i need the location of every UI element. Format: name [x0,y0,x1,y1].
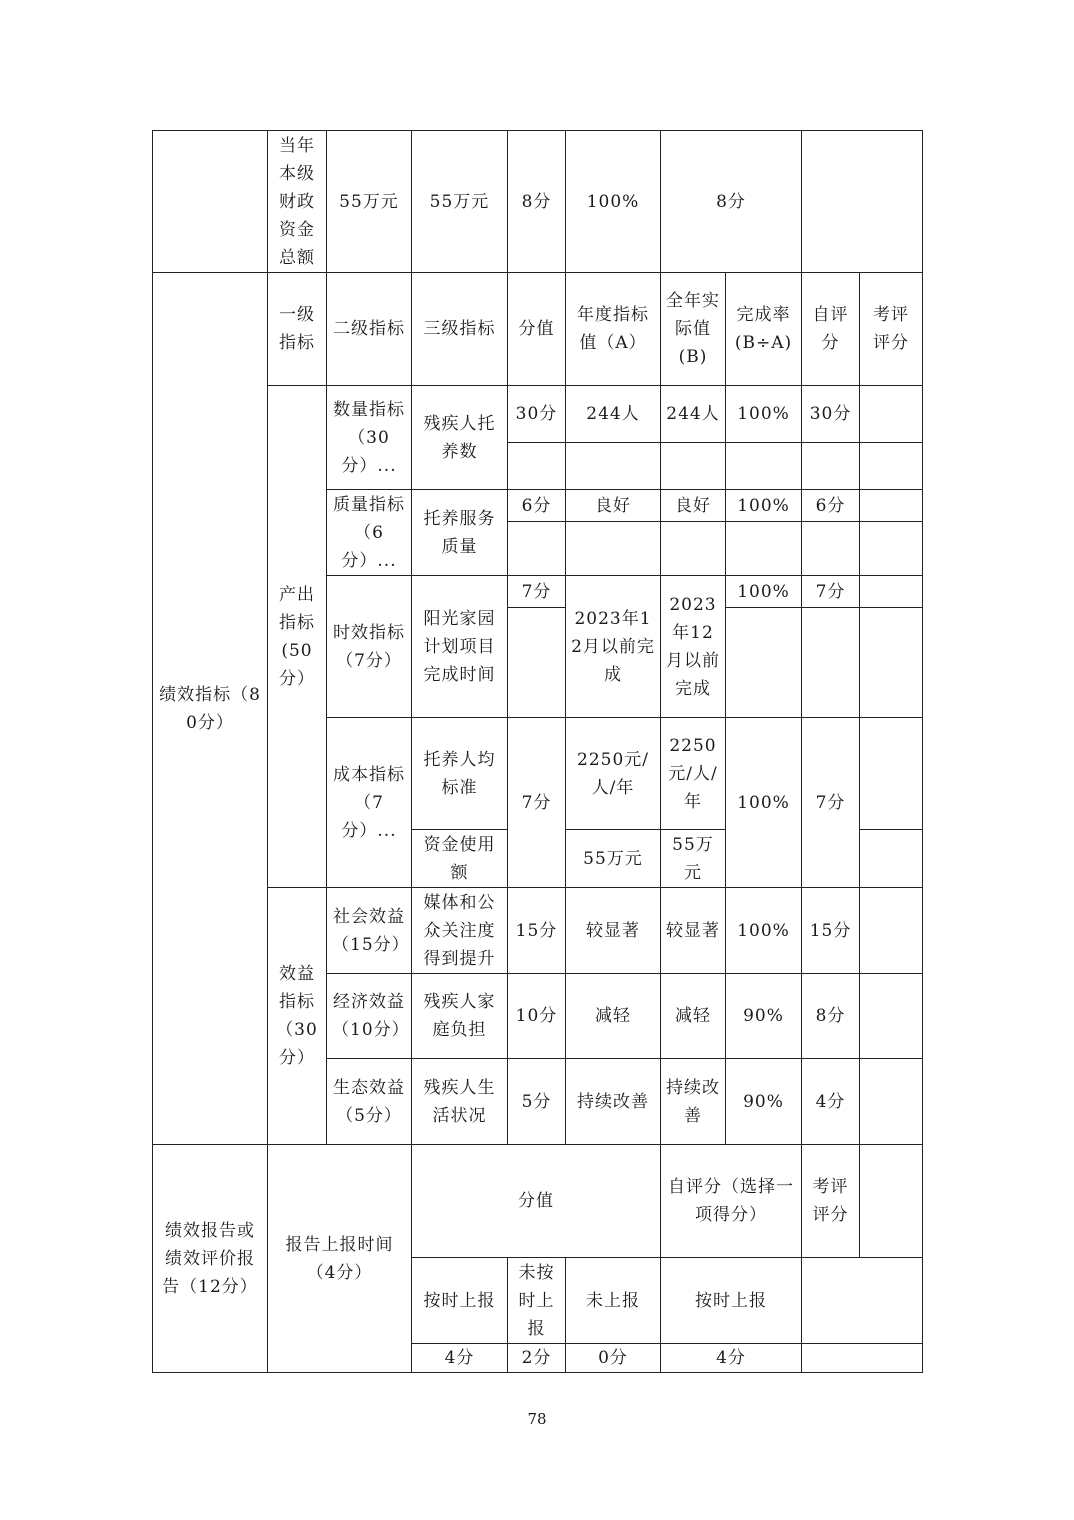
header-row [153,273,923,386]
eco-rate: 90% [726,1059,802,1145]
output-label: 产出指标(50分） [268,386,327,888]
report-score-header: 分值 [412,1145,661,1258]
quality-rate: 100% [726,490,802,522]
empty-cell [860,522,923,576]
empty-cell [802,1258,923,1344]
economic-actual: 减轻 [661,974,726,1059]
social-level2: 社会效益（15分） [327,888,412,974]
empty-cell [860,490,923,522]
benefit-label: 效益指标（30分） [268,888,327,1145]
header-actual: 全年实际值(B) [661,273,726,386]
report-self-score: 4分 [661,1344,802,1373]
time-level3: 阳光家园计划项目完成时间 [412,576,508,718]
report-option-ontime: 按时上报 [412,1258,508,1344]
report-self-choice: 按时上报 [661,1258,802,1344]
table-row [153,386,923,443]
empty-cell [860,888,923,974]
social-score: 15分 [508,888,566,974]
perf-group-label: 绩效指标（80分） [153,273,268,1145]
budget-label: 当年本级财政资金总额 [268,131,327,273]
eco-self: 4分 [802,1059,860,1145]
empty-cell [802,131,923,273]
cost-target-a: 2250元/人/年 [566,718,661,830]
table-row [153,888,923,974]
qty-level2: 数量指标（30分）... [327,386,412,490]
social-level3: 媒体和公众关注度得到提升 [412,888,508,974]
economic-rate: 90% [726,974,802,1059]
empty-cell [508,443,566,490]
cost-target-b: 55万元 [566,830,661,888]
empty-cell [860,974,923,1059]
report-option-late: 未按时上报 [508,1258,566,1344]
empty-cell [860,386,923,443]
qty-target: 244人 [566,386,661,443]
cost-actual-b: 55万元 [661,830,726,888]
economic-level2: 经济效益（10分） [327,974,412,1059]
empty-cell [802,1344,923,1373]
cost-level2: 成本指标（7分）... [327,718,412,888]
empty-cell [860,443,923,490]
time-self: 7分 [802,576,860,608]
cost-rate: 100% [726,718,802,888]
header-level3: 三级指标 [412,273,508,386]
budget-actual: 55万元 [412,131,508,273]
social-actual: 较显著 [661,888,726,974]
budget-score: 8分 [508,131,566,273]
budget-self-score: 8分 [661,131,802,273]
empty-cell [661,443,726,490]
empty-cell [860,718,923,830]
table-row [153,131,923,273]
economic-self: 8分 [802,974,860,1059]
report-group-label: 绩效报告或绩效评价报告（12分） [153,1145,268,1373]
empty-cell [860,1145,923,1258]
qty-self: 30分 [802,386,860,443]
header-score: 分值 [508,273,566,386]
budget-annual: 55万元 [327,131,412,273]
social-rate: 100% [726,888,802,974]
social-target: 较显著 [566,888,661,974]
empty-cell [802,443,860,490]
qty-level3: 残疾人托养数 [412,386,508,490]
social-self: 15分 [802,888,860,974]
time-level2: 时效指标（7分） [327,576,412,718]
time-score: 7分 [508,576,566,608]
empty-cell [661,522,726,576]
economic-level3: 残疾人家庭负担 [412,974,508,1059]
empty-cell [566,443,661,490]
empty-cell [802,608,860,718]
performance-table [152,130,923,1373]
empty-cell [508,608,566,718]
time-target: 2023年12月以前完成 [566,576,661,718]
cost-level3-b: 资金使用额 [412,830,508,888]
empty-cell [860,576,923,608]
eco-target: 持续改善 [566,1059,661,1145]
report-self-header: 自评分（选择一项得分） [661,1145,802,1258]
empty-cell [860,830,923,888]
cost-score: 7分 [508,718,566,888]
eco-score: 5分 [508,1059,566,1145]
empty-cell [802,522,860,576]
eco-actual: 持续改善 [661,1059,726,1145]
page-number: 78 [527,1410,547,1428]
empty-cell [726,522,802,576]
empty-cell [860,1059,923,1145]
empty-cell [726,608,802,718]
eco-level3: 残疾人生活状况 [412,1059,508,1145]
empty-cell [508,522,566,576]
time-rate: 100% [726,576,802,608]
cost-self: 7分 [802,718,860,888]
eco-level2: 生态效益（5分） [327,1059,412,1145]
qty-actual: 244人 [661,386,726,443]
report-score-none: 0分 [566,1344,661,1373]
qty-score: 30分 [508,386,566,443]
quality-actual: 良好 [661,490,726,522]
header-self: 自评分 [802,273,860,386]
empty-cell [726,443,802,490]
quality-score: 6分 [508,490,566,522]
empty-cell [566,522,661,576]
header-target: 年度指标值（A） [566,273,661,386]
header-level2: 二级指标 [327,273,412,386]
header-rate: 完成率(B÷A) [726,273,802,386]
economic-target: 减轻 [566,974,661,1059]
quality-target: 良好 [566,490,661,522]
cost-level3-a: 托养人均标准 [412,718,508,830]
report-score-late: 2分 [508,1344,566,1373]
report-option-none: 未上报 [566,1258,661,1344]
budget-rate: 100% [566,131,661,273]
report-score-ontime: 4分 [412,1344,508,1373]
report-item: 报告上报时间（4分） [268,1145,412,1373]
table-row [153,1145,923,1258]
empty-cell [153,131,268,273]
report-review-header: 考评评分 [802,1145,860,1258]
cost-actual-a: 2250元/人/年 [661,718,726,830]
time-actual: 2023年12月以前完成 [661,576,726,718]
empty-cell [860,608,923,718]
quality-level2: 质量指标（6分）... [327,490,412,576]
quality-self: 6分 [802,490,860,522]
quality-level3: 托养服务质量 [412,490,508,576]
qty-rate: 100% [726,386,802,443]
header-level1: 一级指标 [268,273,327,386]
header-review: 考评评分 [860,273,923,386]
economic-score: 10分 [508,974,566,1059]
